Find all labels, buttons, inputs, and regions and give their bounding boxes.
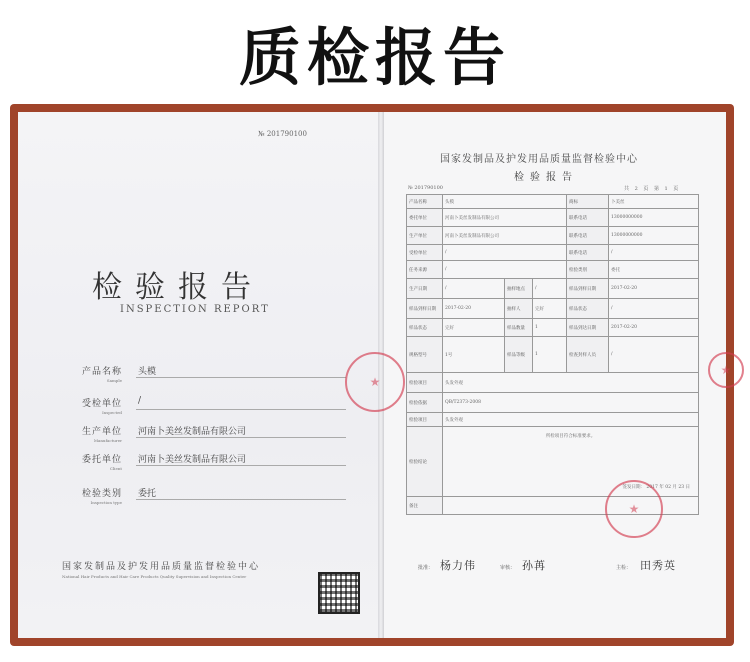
table-cell: 检验项目 bbox=[407, 373, 443, 393]
table-cell: / bbox=[533, 279, 567, 299]
report-table bbox=[406, 194, 699, 515]
table-cell: 2017-02-20 bbox=[609, 319, 699, 337]
table-cell: 生产日期 bbox=[407, 279, 443, 299]
field-label-en: Inspection type bbox=[90, 500, 122, 505]
table-cell: 样品状态 bbox=[407, 319, 443, 337]
cover-title: 检验报告 bbox=[92, 270, 264, 305]
table-cell: 样品到达日期 bbox=[567, 319, 609, 337]
table-row bbox=[407, 319, 699, 337]
qr-code-icon bbox=[318, 572, 360, 614]
table-row bbox=[407, 413, 699, 427]
table-row bbox=[407, 393, 699, 413]
table-cell: 检验依据 bbox=[407, 393, 443, 413]
table-cell: 委托 bbox=[609, 261, 699, 279]
table-row bbox=[407, 373, 699, 393]
table-cell: 商标 bbox=[567, 195, 609, 209]
field-label-en: Manufacturer bbox=[93, 438, 122, 443]
table-cell: 备注 bbox=[407, 497, 443, 515]
table-cell: 检查封样人员 bbox=[567, 337, 609, 373]
table-cell: 1 bbox=[533, 319, 567, 337]
field-label: 产品名称 bbox=[81, 367, 122, 377]
approved-signature: 杨力伟 bbox=[440, 559, 476, 572]
table-cell: 联系电话 bbox=[567, 209, 609, 227]
table-cell: 联系电话 bbox=[567, 245, 609, 261]
table-cell: 2017-02-20 bbox=[609, 279, 699, 299]
field-label-en: Client bbox=[109, 466, 122, 471]
field-label: 检验类别 bbox=[81, 489, 122, 499]
cover-title-en: INSPECTION REPORT bbox=[120, 304, 270, 315]
table-row bbox=[407, 337, 699, 373]
detail-page-number: 共 2 页 第 1 页 bbox=[624, 186, 681, 192]
table-cell: / bbox=[609, 299, 699, 319]
table-cell: 样品状态 bbox=[567, 299, 609, 319]
detail-title: 检验报告 bbox=[514, 172, 578, 183]
field-underline bbox=[136, 377, 346, 378]
table-cell: 产品名称 bbox=[407, 195, 443, 209]
field-underline bbox=[136, 409, 346, 410]
table-row bbox=[407, 245, 699, 261]
field-value: 委托 bbox=[138, 489, 157, 499]
table-cell: 联系电话 bbox=[567, 227, 609, 245]
table-cell: 河南卜美丝发制品有限公司 bbox=[443, 209, 567, 227]
table-cell: 抽样人 bbox=[505, 299, 533, 319]
table-cell: 样品到样日期 bbox=[567, 279, 609, 299]
table-cell: 2017-02-20 bbox=[443, 299, 505, 319]
table-cell: QB/T2373-2008 bbox=[443, 393, 699, 413]
cover-doc-number: № 201790100 bbox=[258, 130, 307, 138]
tested-signature: 田秀英 bbox=[640, 559, 676, 572]
table-cell: 检验结论 bbox=[407, 427, 443, 497]
table-cell: 样品等级 bbox=[505, 337, 533, 373]
table-cell: / bbox=[443, 261, 567, 279]
official-seal-stamp-right bbox=[605, 480, 663, 538]
table-row bbox=[407, 299, 699, 319]
table-cell: 样品数量 bbox=[505, 319, 533, 337]
table-cell: 检验项目 bbox=[407, 413, 443, 427]
table-cell: / bbox=[443, 279, 505, 299]
detail-doc-number: № 201790100 bbox=[408, 185, 443, 191]
table-row bbox=[407, 279, 699, 299]
table-cell: 受检单位 bbox=[407, 245, 443, 261]
table-cell: 完好 bbox=[443, 319, 505, 337]
table-row bbox=[407, 227, 699, 245]
table-cell: 规格型号 bbox=[407, 337, 443, 373]
tested-label: 主检： bbox=[616, 565, 632, 571]
table-cell: 头模 bbox=[443, 195, 567, 209]
detail-organization: 国家发制品及护发用品质量监督检验中心 bbox=[440, 154, 638, 165]
table-cell: 完好 bbox=[533, 299, 567, 319]
issue-date: 签发日期： 2017 年 02 月 23 日 bbox=[622, 485, 690, 490]
table-cell: 13000000000 bbox=[609, 209, 699, 227]
table-cell: 样品到样日期 bbox=[407, 299, 443, 319]
table-cell: 委托单位 bbox=[407, 209, 443, 227]
field-label: 委托单位 bbox=[81, 455, 122, 465]
table-cell: / bbox=[609, 245, 699, 261]
table-cell: 生产单位 bbox=[407, 227, 443, 245]
reviewed-signature: 孙苒 bbox=[522, 559, 546, 572]
reviewed-label: 审核： bbox=[500, 565, 516, 571]
table-cell: 任务来源 bbox=[407, 261, 443, 279]
table-row bbox=[407, 261, 699, 279]
table-row bbox=[407, 427, 699, 497]
table-cell: / bbox=[443, 245, 567, 261]
table-cell: 1 bbox=[533, 337, 567, 373]
cover-organization: 国家发制品及护发用品质量监督检验中心 bbox=[62, 562, 261, 572]
field-label: 生产单位 bbox=[81, 427, 122, 437]
official-seal-stamp-edge bbox=[708, 352, 744, 388]
table-cell bbox=[443, 427, 699, 497]
field-value: 河南卜美丝发制品有限公司 bbox=[138, 427, 247, 437]
field-value: 河南卜美丝发制品有限公司 bbox=[138, 455, 247, 465]
table-cell: / bbox=[609, 337, 699, 373]
field-label: 受检单位 bbox=[81, 399, 122, 409]
official-seal-stamp-left bbox=[345, 352, 405, 412]
field-value: 头模 bbox=[138, 367, 157, 377]
field-label-en: Inspected bbox=[102, 410, 122, 415]
table-cell: 头发外观 bbox=[443, 373, 699, 393]
approved-label: 批准： bbox=[418, 565, 434, 571]
field-label-en: Sample bbox=[106, 378, 122, 383]
table-cell: 头发外观 bbox=[443, 413, 699, 427]
table-cell: 检验类别 bbox=[567, 261, 609, 279]
table-row bbox=[407, 209, 699, 227]
field-underline bbox=[136, 465, 346, 466]
cover-organization-en: National Hair Products and Hair Care Products Quality Supervision and Inspection Center bbox=[62, 574, 247, 579]
field-value: / bbox=[138, 396, 142, 406]
table-cell: 河南卜美丝发制品有限公司 bbox=[443, 227, 567, 245]
page-heading: 质检报告 bbox=[238, 21, 511, 94]
table-cell: 抽样地点 bbox=[505, 279, 533, 299]
table-cell: 卜美丝 bbox=[609, 195, 699, 209]
conclusion-text: 所检项目符合标准要求。 bbox=[545, 434, 596, 439]
table-cell: 1号 bbox=[443, 337, 505, 373]
field-underline bbox=[136, 499, 346, 500]
table-cell: 13000000000 bbox=[609, 227, 699, 245]
field-underline bbox=[136, 437, 346, 438]
table-row bbox=[407, 195, 699, 209]
